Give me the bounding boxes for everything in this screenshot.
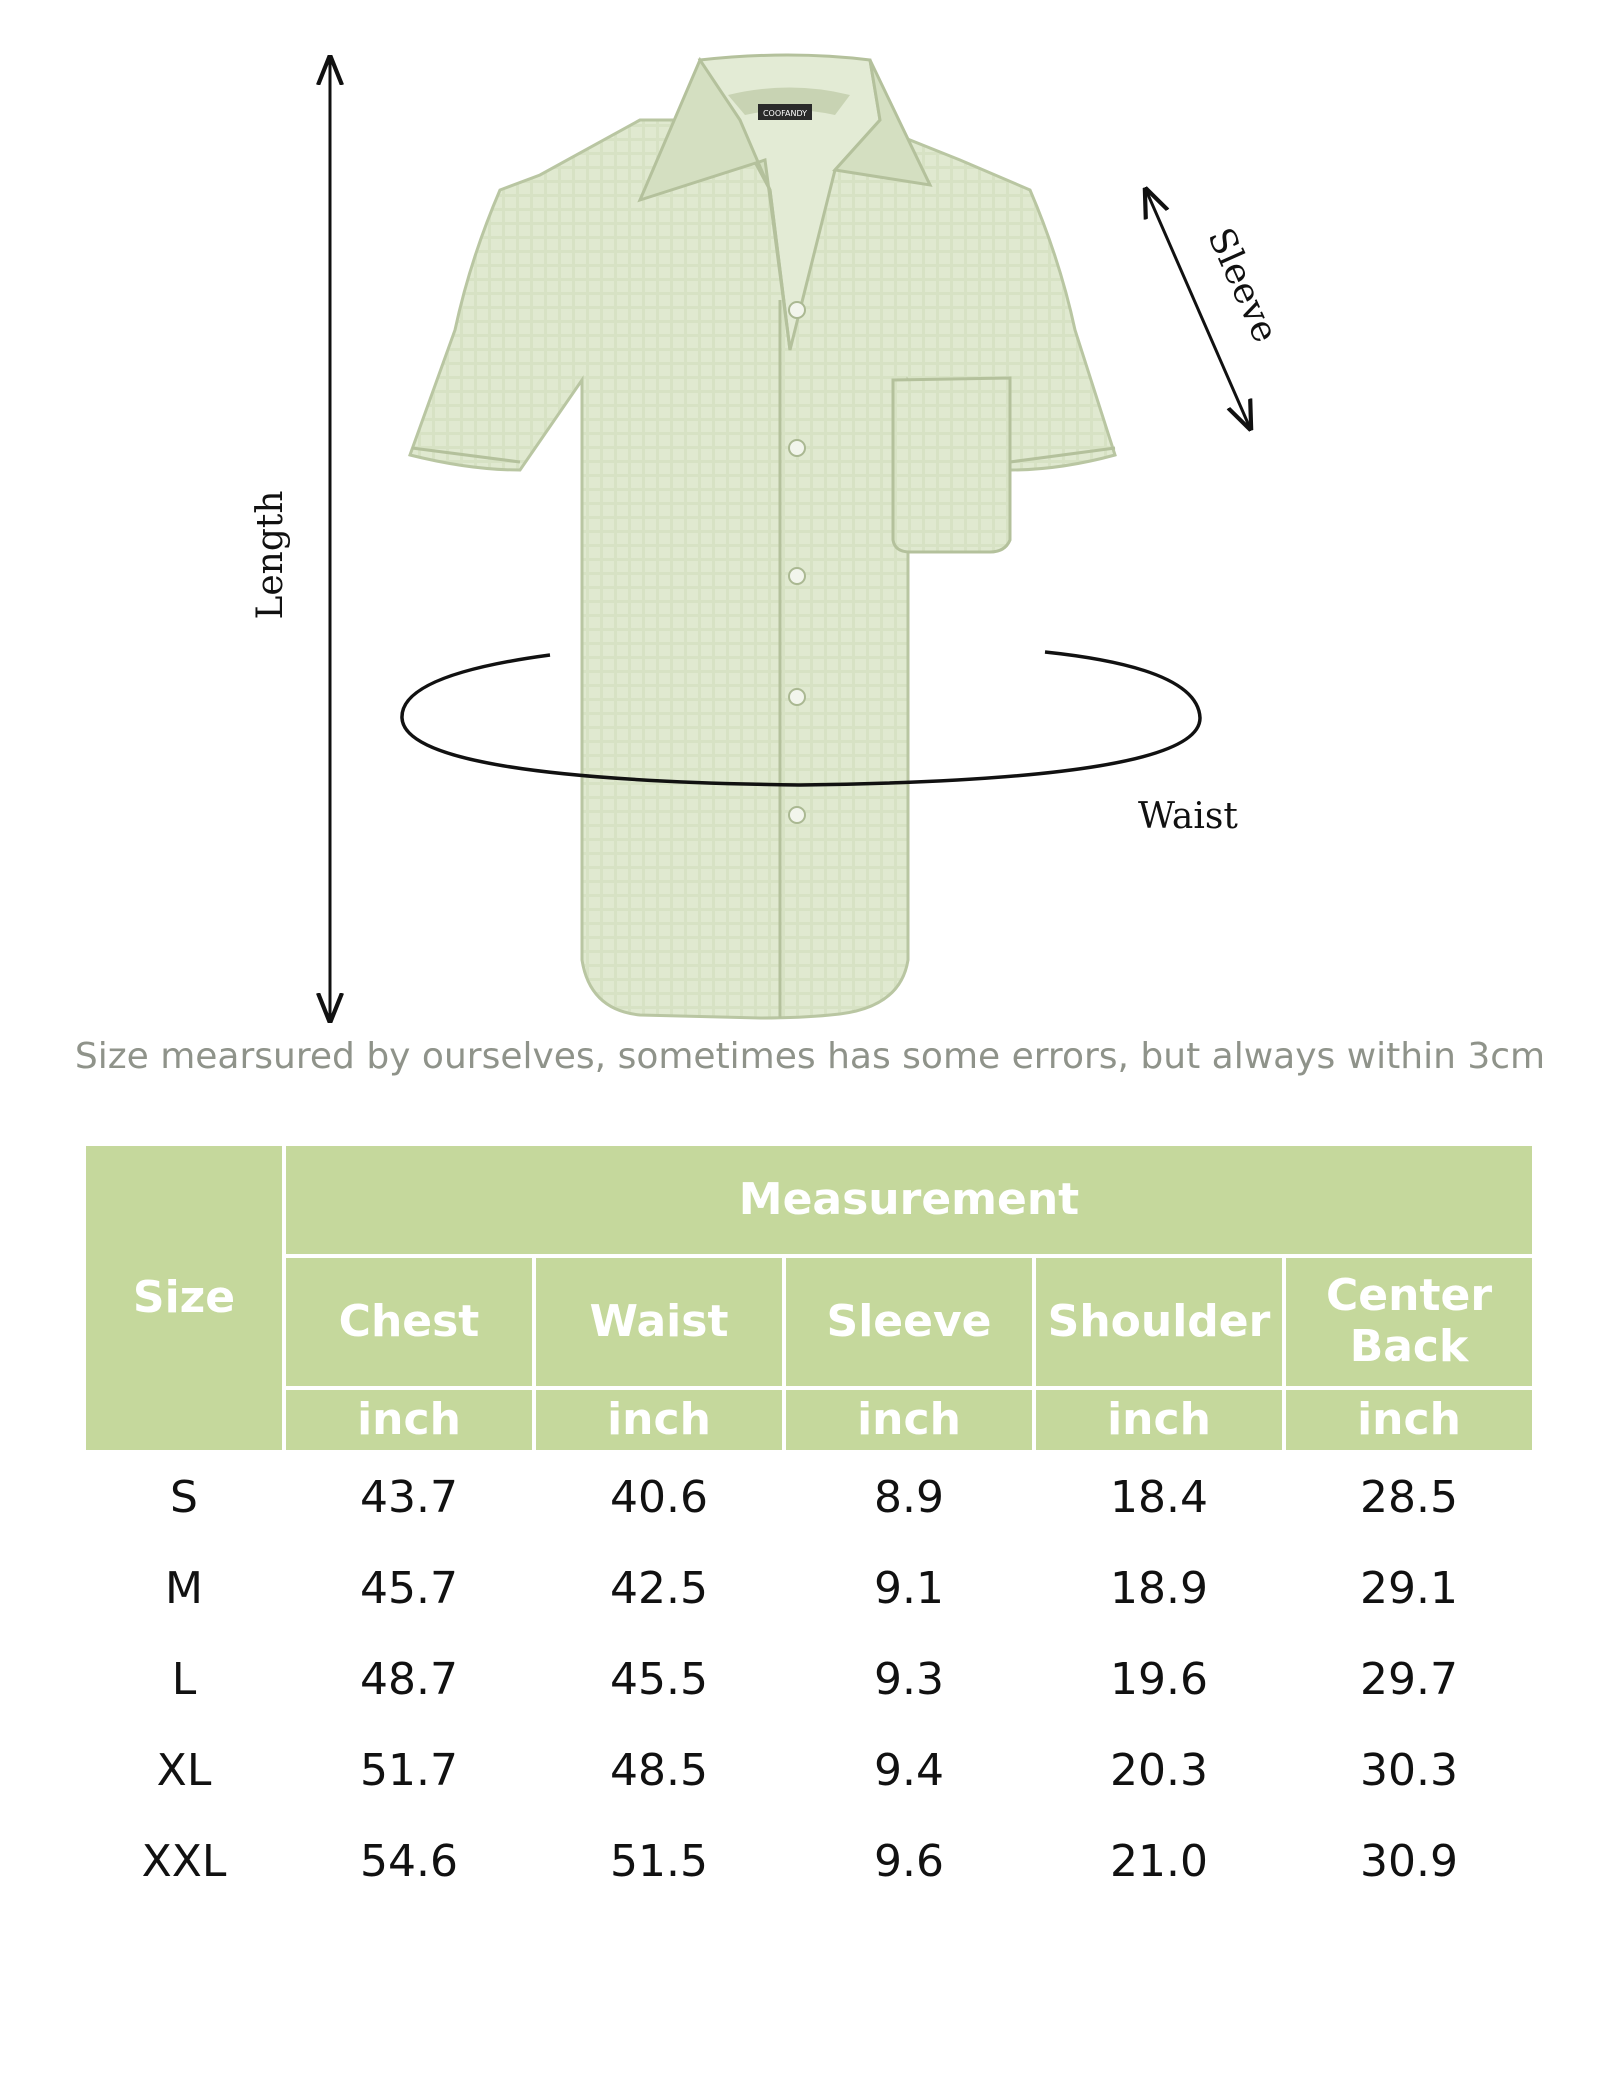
unit-header: inch — [286, 1390, 532, 1450]
value-cell: 48.7 — [360, 1654, 458, 1705]
shirt-measurement-diagram — [0, 0, 1620, 1040]
value-cell: 45.7 — [360, 1563, 458, 1614]
table-row — [86, 1727, 1532, 1814]
value-cell: 54.6 — [360, 1836, 458, 1887]
unit-header: inch — [1286, 1390, 1532, 1450]
value-cell: 40.6 — [610, 1472, 708, 1523]
size-header: Size — [86, 1146, 282, 1450]
value-cell: 19.6 — [1110, 1654, 1208, 1705]
value-cell: 18.9 — [1110, 1563, 1208, 1614]
sleeve-label: Sleeve — [1199, 221, 1286, 349]
size-cell: XXL — [141, 1836, 227, 1887]
svg-text:COOFANDY: COOFANDY — [762, 109, 808, 118]
value-cell: 18.4 — [1110, 1472, 1208, 1523]
value-cell: 9.4 — [874, 1745, 944, 1796]
unit-header: inch — [1036, 1390, 1282, 1450]
size-cell: XL — [156, 1745, 212, 1796]
value-cell: 48.5 — [610, 1745, 708, 1796]
size-cell: L — [171, 1654, 197, 1705]
value-cell: 29.1 — [1360, 1563, 1458, 1614]
table-row — [86, 1454, 1532, 1541]
value-cell: 30.3 — [1360, 1745, 1458, 1796]
value-cell: 8.9 — [874, 1472, 944, 1523]
value-cell: 9.6 — [874, 1836, 944, 1887]
column-header-shoulder: Shoulder — [1036, 1258, 1282, 1386]
length-label: Length — [250, 490, 291, 620]
value-cell: 29.7 — [1360, 1654, 1458, 1705]
unit-header: inch — [536, 1390, 782, 1450]
size-cell: S — [170, 1472, 198, 1523]
size-cell: M — [165, 1563, 203, 1614]
table-row — [86, 1818, 1532, 1905]
value-cell: 30.9 — [1360, 1836, 1458, 1887]
value-cell: 45.5 — [610, 1654, 708, 1705]
table-row — [86, 1545, 1532, 1632]
unit-header: inch — [786, 1390, 1032, 1450]
value-cell: 28.5 — [1360, 1472, 1458, 1523]
size-chart-table — [82, 1142, 1536, 1909]
value-cell: 20.3 — [1110, 1745, 1208, 1796]
table-row — [86, 1636, 1532, 1723]
value-cell: 21.0 — [1110, 1836, 1208, 1887]
value-cell: 42.5 — [610, 1563, 708, 1614]
measurement-note: Size mearsured by ourselves, sometimes has some errors, but always within 3cm — [74, 1036, 1546, 1077]
waist-label: Waist — [1138, 796, 1238, 837]
value-cell: 9.3 — [874, 1654, 944, 1705]
value-cell: 9.1 — [874, 1563, 944, 1614]
value-cell: 51.7 — [360, 1745, 458, 1796]
column-header-waist: Waist — [536, 1258, 782, 1386]
column-header-chest: Chest — [286, 1258, 532, 1386]
value-cell: 51.5 — [610, 1836, 708, 1887]
value-cell: 43.7 — [360, 1472, 458, 1523]
shirt-image — [410, 55, 1115, 1018]
column-header-center-back: Center Back — [1286, 1258, 1532, 1386]
column-header-sleeve: Sleeve — [786, 1258, 1032, 1386]
measurement-header: Measurement — [286, 1146, 1532, 1254]
